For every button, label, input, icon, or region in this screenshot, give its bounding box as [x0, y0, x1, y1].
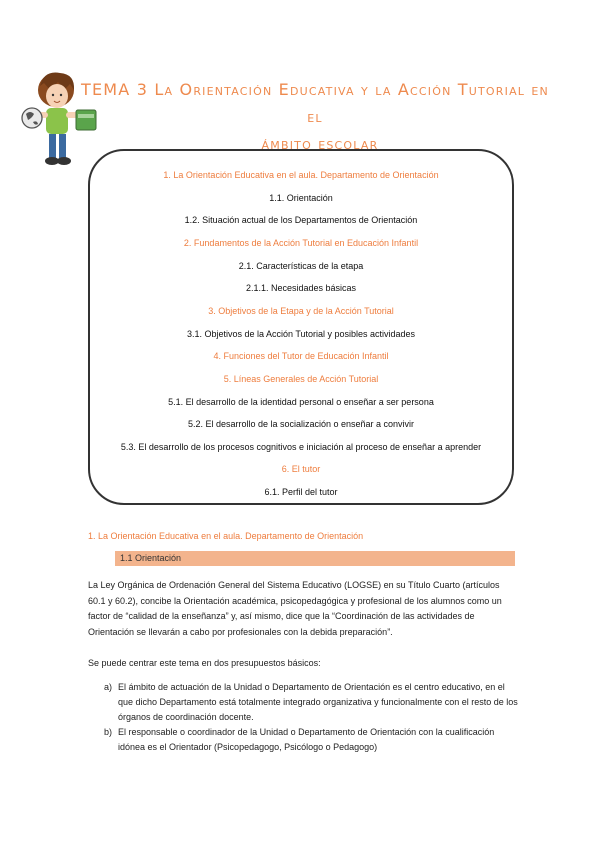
- list-marker: a): [104, 682, 113, 692]
- list-item-text: El responsable o coordinador de la Unidad o Departamento de Orientación con la cualificación idónea es el Orientador (Psicopedagogo, Psicólogo o Pedagogo): [118, 727, 495, 752]
- toc-entry-5-1: 5.1. El desarrollo de la identidad personal o enseñar a ser persona: [168, 397, 434, 407]
- paragraph-logse: La Ley Orgánica de Ordenación General del Sistema Educativo (LOGSE) en su Título Cuarto (artículos 60.1 y 60.2), concibe la Orientación académica, psicopedagógica y profesional de los alumnos como un factor de “calidad de la enseñanza” y, así mismo, dice que la “Coordinación de las actividades de Orientación se llevarán a cabo por profesionales con la debida preparación”.: [88, 580, 502, 637]
- list-item: [88, 725, 518, 755]
- toc-entry-1-2: 1.2. Situación actual de los Departamentos de Orientación: [184, 215, 418, 225]
- subsection-bar: [115, 551, 515, 566]
- toc-entry-2-1: 2.1. Características de la etapa: [238, 261, 364, 271]
- title-line-2: ámbito escolar: [261, 134, 379, 153]
- list-item-text: El ámbito de actuación de la Unidad o Departamento de Orientación es el centro educativo, en el que dicho Departamento está totalmente integrado organizativa y funcionalmente con el resto de los órganos de coordinación docente.: [118, 682, 518, 722]
- toc-entry-2-1-1: 2.1.1. Necesidades básicas: [245, 283, 357, 293]
- toc-entry-6: 6. El tutor: [281, 464, 321, 474]
- toc-entry-5-2: 5.2. El desarrollo de la socialización o enseñar a convivir: [187, 419, 415, 429]
- presupuestos-list: [88, 680, 518, 755]
- title-line-1: TEMA 3 La Orientación Educativa y la Acción Tutorial en el: [81, 80, 549, 126]
- list-marker: b): [104, 727, 113, 737]
- toc-entry-3: 3. Objetivos de la Etapa y de la Acción Tutorial: [208, 306, 394, 316]
- paragraph-presupuestos: Se puede centrar este tema en dos presupuestos básicos:: [88, 658, 321, 668]
- toc-entry-1: 1. La Orientación Educativa en el aula. Departamento de Orientación: [163, 170, 439, 180]
- subsection-heading: 1.1 Orientación: [120, 553, 182, 563]
- toc-entry-5: 5. Líneas Generales de Acción Tutorial: [223, 374, 379, 384]
- toc-entry-5-3: 5.3. El desarrollo de los procesos cognitivos e iniciación al proceso de enseñar a aprender: [120, 442, 482, 452]
- toc-entry-3-1: 3.1. Objetivos de la Acción Tutorial y posibles actividades: [186, 329, 416, 339]
- toc-entry-1-1: 1.1. Orientación: [269, 193, 333, 203]
- section-heading: 1. La Orientación Educativa en el aula. Departamento de Orientación: [88, 531, 364, 541]
- table-of-contents-box: [88, 149, 514, 505]
- list-item: [88, 680, 518, 725]
- toc-entry-6-1: 6.1. Perfil del tutor: [264, 487, 338, 497]
- toc-entry-2: 2. Fundamentos de la Acción Tutorial en Educación Infantil: [183, 238, 419, 248]
- toc-entry-4: 4. Funciones del Tutor de Educación Infantil: [213, 351, 389, 361]
- document-title: [0, 76, 600, 157]
